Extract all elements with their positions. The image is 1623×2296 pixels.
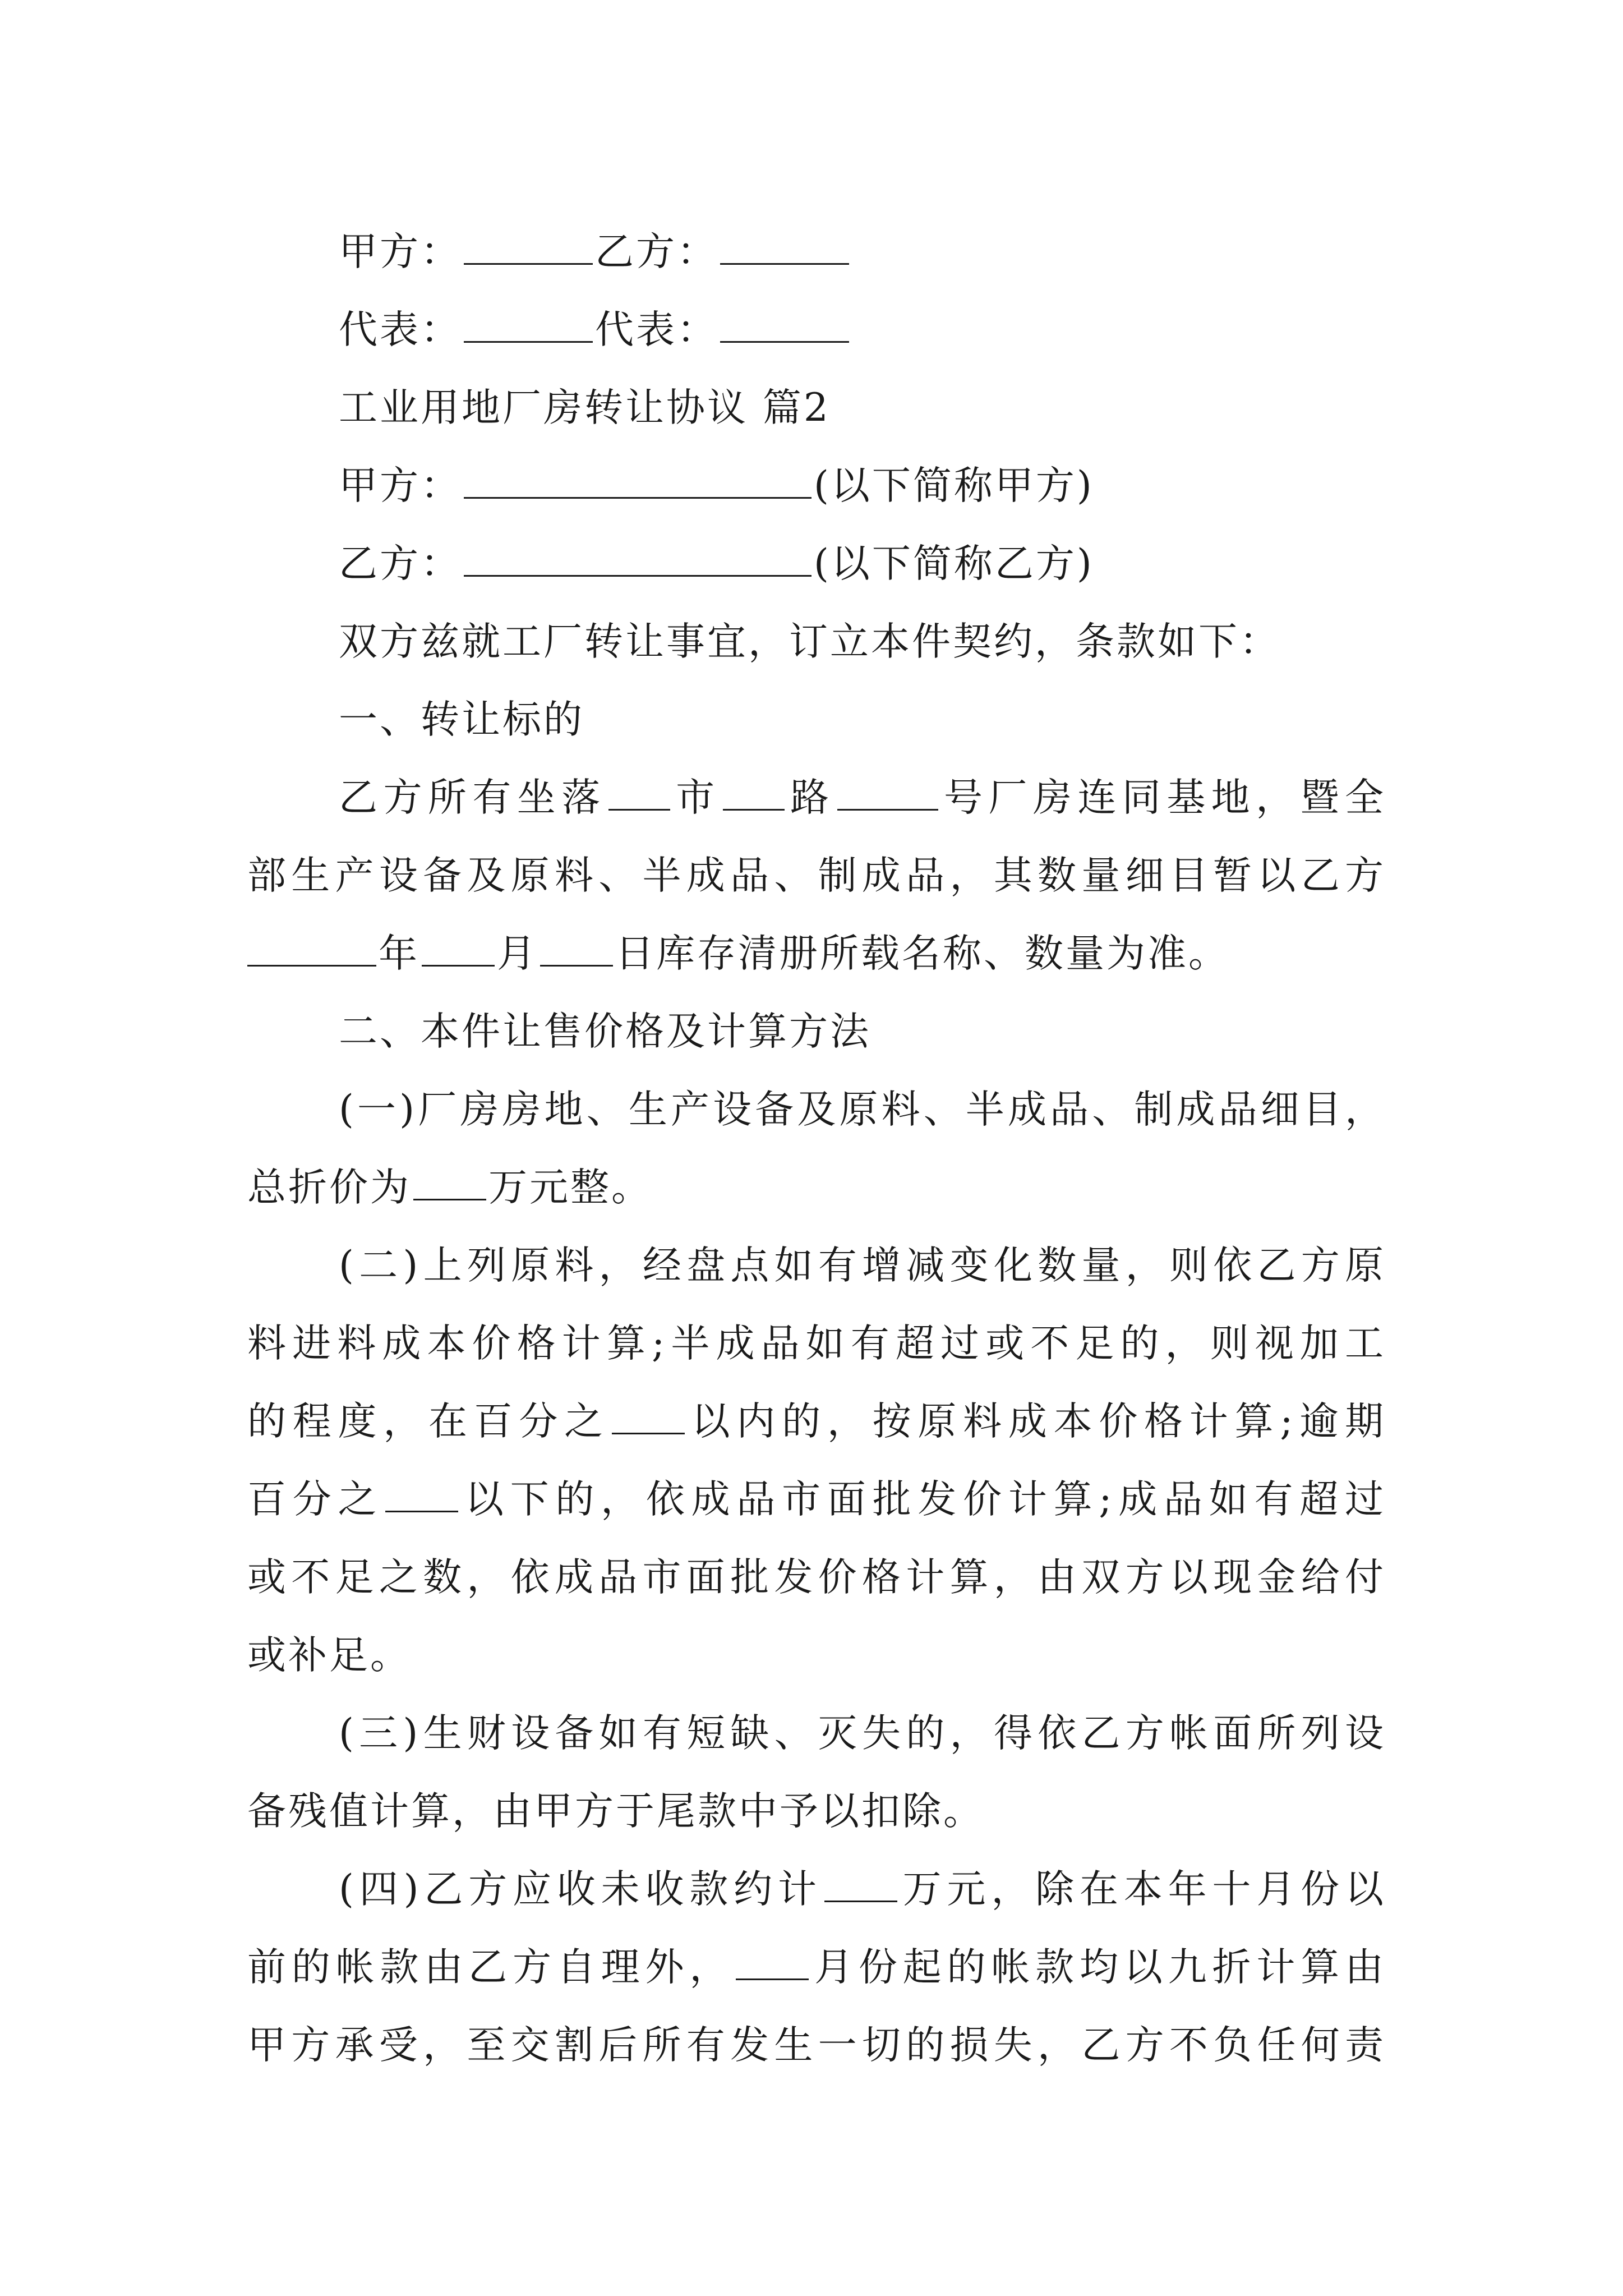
party-b-label: 乙方： — [339, 541, 462, 586]
text-run: 市 — [672, 775, 721, 820]
text-run: 月份起的帐款均以九折计算由 — [811, 1945, 1386, 1990]
fill-blank — [464, 463, 811, 499]
section-heading-text: 二、本件让售价格及计算方法 — [339, 1009, 871, 1054]
paragraph-line — [247, 1695, 1386, 1773]
fill-blank — [723, 775, 785, 811]
paragraph-line — [247, 1851, 1386, 1929]
fill-blank — [720, 307, 849, 343]
section-1-heading — [247, 681, 1386, 759]
document-heading — [247, 369, 1386, 447]
preamble-text: 双方兹就工厂转让事宜，订立本件契约，条款如下： — [339, 619, 1280, 664]
party-a-line — [247, 447, 1386, 525]
paragraph-line — [247, 2007, 1386, 2085]
text-run: 年 — [379, 931, 419, 976]
fill-blank — [736, 1945, 809, 1980]
paragraph-line — [247, 1305, 1386, 1383]
party-a-label: 甲方： — [339, 229, 462, 274]
text-run: (四)乙方应收未收款约计 — [339, 1867, 822, 1912]
fill-blank — [247, 931, 376, 967]
text-run: 日库存清册所载名称、数量为准。 — [615, 931, 1229, 976]
paragraph-line — [247, 1383, 1386, 1461]
signature-line-representative — [247, 291, 1386, 369]
text-run: 以内的，按原料成本价格计算;逾期 — [686, 1399, 1386, 1444]
text-run: (三)生财设备如有短缺、灭失的，得依乙方帐面所列设 — [339, 1711, 1386, 1756]
section-2-heading — [247, 993, 1386, 1071]
fill-blank — [608, 775, 670, 811]
section-heading-text: 一、转让标的 — [339, 697, 584, 742]
fill-blank — [540, 931, 613, 967]
text-run: 备残值计算，由甲方于尾款中予以扣除。 — [247, 1789, 984, 1834]
signature-line-party — [247, 213, 1386, 291]
text-run: (二)上列原料，经盘点如有增减变化数量，则依乙方原 — [339, 1243, 1386, 1288]
fill-blank — [720, 229, 849, 265]
fill-blank — [385, 1477, 458, 1512]
text-run: 路 — [786, 775, 835, 820]
fill-blank — [837, 775, 938, 811]
text-run: (一)厂房房地、生产设备及原料、半成品、制成品细目， — [339, 1087, 1386, 1132]
text-run: 以下的，依成品市面批发价计算;成品如有超过 — [460, 1477, 1386, 1522]
party-a-label: 甲方： — [339, 463, 462, 508]
text-run: 乙方所有坐落 — [339, 775, 606, 820]
fill-blank — [464, 229, 593, 265]
text-run: 的程度，在百分之 — [247, 1399, 610, 1444]
text-run: 万元整。 — [488, 1165, 652, 1210]
paragraph-line — [247, 1929, 1386, 2007]
fill-blank — [422, 931, 495, 967]
party-b-line — [247, 525, 1386, 603]
party-a-alias: (以下简称甲方) — [814, 463, 1094, 508]
preamble — [247, 603, 1386, 681]
paragraph-line — [247, 837, 1386, 915]
paragraph-line — [247, 1539, 1386, 1617]
fill-blank — [413, 1165, 486, 1200]
fill-blank — [464, 541, 811, 577]
text-run: 或补足。 — [247, 1633, 411, 1678]
text-run: 前的帐款由乙方自理外， — [247, 1945, 734, 1990]
rep-b-label: 代表： — [595, 307, 718, 352]
text-run: 料进料成本价格计算;半成品如有超过或不足的，则视加工 — [247, 1321, 1386, 1366]
fill-blank — [612, 1399, 685, 1434]
text-run: 或不足之数，依成品市面批发价格计算，由双方以现金给付 — [247, 1555, 1386, 1600]
text-run: 总折价为 — [247, 1165, 411, 1210]
party-b-label: 乙方： — [595, 229, 718, 274]
paragraph-line — [247, 1149, 1386, 1227]
heading-text: 工业用地厂房转让协议 篇2 — [339, 385, 831, 430]
paragraph-line — [247, 1071, 1386, 1149]
paragraph-line — [247, 1773, 1386, 1851]
text-run: 号厂房连同基地，暨全 — [940, 775, 1386, 820]
text-run: 部生产设备及原料、半成品、制成品，其数量细目暂以乙方 — [247, 853, 1386, 898]
text-run: 甲方承受，至交割后所有发生一切的损失，乙方不负任何责 — [247, 2023, 1386, 2068]
paragraph-line — [247, 1461, 1386, 1539]
paragraph-line — [247, 1617, 1386, 1695]
paragraph-line — [247, 759, 1386, 837]
rep-a-label: 代表： — [339, 307, 462, 352]
party-b-alias: (以下简称乙方) — [814, 541, 1094, 586]
text-run: 万元，除在本年十月份以 — [899, 1867, 1386, 1912]
text-run: 百分之 — [247, 1477, 384, 1522]
paragraph-line — [247, 915, 1386, 993]
fill-blank — [824, 1867, 897, 1902]
document-body — [247, 213, 1386, 2085]
fill-blank — [464, 307, 593, 343]
paragraph-line — [247, 1227, 1386, 1305]
text-run: 月 — [497, 931, 538, 976]
